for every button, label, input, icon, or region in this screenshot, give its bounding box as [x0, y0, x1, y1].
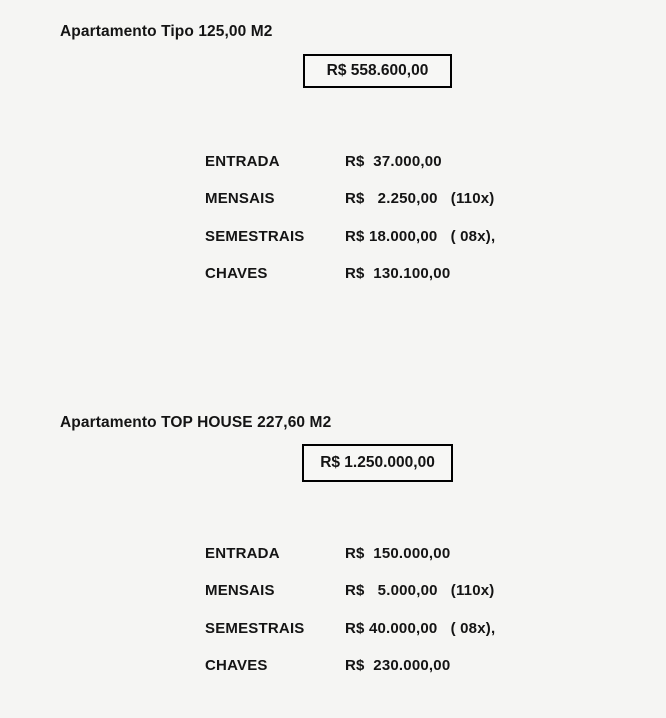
payment-row-chaves — [205, 657, 495, 694]
payment-value: R$ 2.250,00 (110x) — [345, 190, 495, 208]
payment-table-apartamento-top-house — [205, 545, 495, 694]
payment-value: R$ 130.100,00 — [345, 264, 451, 282]
total-price-value: R$ 558.600,00 — [326, 62, 429, 79]
payment-value: R$ 5.000,00 (110x) — [345, 582, 495, 600]
payment-value: R$ 230.000,00 — [345, 656, 451, 674]
payment-value: R$ 37.000,00 — [345, 153, 442, 170]
payment-label: ENTRADA — [205, 153, 280, 170]
payment-row-chaves — [205, 265, 495, 302]
payment-row-mensais — [205, 582, 495, 619]
payment-value: R$ 150.000,00 — [345, 545, 451, 562]
payment-label: ENTRADA — [205, 545, 280, 562]
payment-row-semestrais — [205, 620, 495, 657]
payment-row-entrada — [205, 545, 495, 582]
payment-value: R$ 40.000,00 ( 08x), — [345, 619, 496, 637]
payment-row-entrada — [205, 153, 495, 190]
total-price-value: R$ 1.250.000,00 — [320, 454, 435, 471]
payment-row-semestrais — [205, 228, 495, 265]
payment-label: CHAVES — [205, 656, 268, 674]
payment-table-apartamento-tipo — [205, 153, 495, 302]
payment-label: SEMESTRAIS — [205, 619, 305, 637]
payment-label: CHAVES — [205, 264, 268, 282]
payment-label: MENSAIS — [205, 582, 275, 600]
payment-label: MENSAIS — [205, 190, 275, 208]
total-price-box-apartamento-top-house — [302, 444, 453, 482]
payment-label: SEMESTRAIS — [205, 227, 305, 245]
section-title-apartamento-top-house: Apartamento TOP HOUSE 227,60 M2 — [60, 414, 332, 431]
total-price-box-apartamento-tipo — [303, 54, 452, 88]
section-title-apartamento-tipo: Apartamento Tipo 125,00 M2 — [60, 23, 273, 40]
payment-value: R$ 18.000,00 ( 08x), — [345, 227, 496, 245]
payment-row-mensais — [205, 190, 495, 227]
